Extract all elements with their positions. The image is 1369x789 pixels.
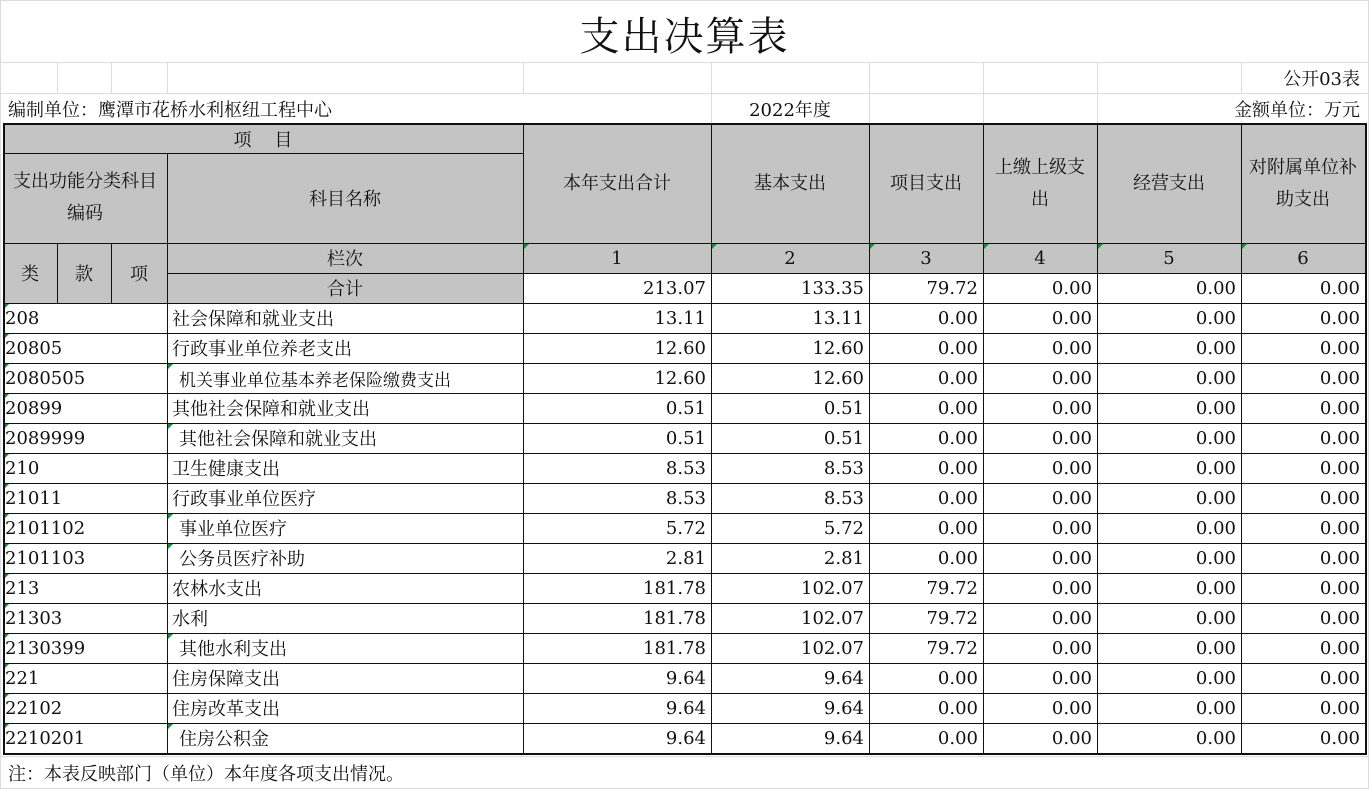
row-value: 0.00 bbox=[1319, 547, 1360, 569]
row-value: 0.00 bbox=[1051, 637, 1092, 659]
row-value: 2.81 bbox=[823, 547, 864, 569]
row-name: 住房改革支出 bbox=[172, 699, 280, 720]
row-code: 2210201 bbox=[3, 723, 167, 753]
row-value: 0.00 bbox=[1195, 337, 1236, 359]
header-project-expenditure: 项目支出 bbox=[890, 172, 962, 194]
row-name: 农林水支出 bbox=[172, 579, 262, 600]
row-name: 事业单位医疗 bbox=[167, 513, 523, 543]
row-value: 181.78 bbox=[643, 577, 706, 599]
row-value: 0.51 bbox=[823, 427, 864, 449]
row-code: 22102 bbox=[3, 693, 167, 723]
row-line bbox=[3, 543, 1365, 544]
header-total-expenditure: 本年支出合计 bbox=[563, 172, 671, 194]
row-line bbox=[3, 603, 1365, 604]
row-value: 0.00 bbox=[1051, 697, 1092, 719]
grid-line bbox=[1097, 62, 1098, 93]
row-value: 0.00 bbox=[937, 517, 978, 539]
header-lanci: 栏次 bbox=[327, 249, 363, 270]
grid-line bbox=[57, 62, 58, 93]
table-border bbox=[3, 123, 1366, 125]
row-name: 其他社会保障和就业支出 bbox=[172, 399, 370, 420]
row-value: 13.11 bbox=[654, 307, 706, 329]
grid-line bbox=[523, 62, 524, 93]
row-value: 181.78 bbox=[643, 607, 706, 629]
row-value: 0.00 bbox=[1051, 397, 1092, 419]
row-code: 213 bbox=[3, 573, 167, 603]
column-number: 3 bbox=[869, 243, 983, 273]
row-value: 0.51 bbox=[665, 427, 706, 449]
row-name: 机关事业单位基本养老保险缴费支出 bbox=[167, 363, 523, 393]
grid-line bbox=[983, 62, 984, 93]
column-number: 5 bbox=[1097, 243, 1241, 273]
total-value: 0.00 bbox=[1319, 277, 1360, 299]
col-line bbox=[1241, 123, 1242, 753]
column-number: 4 bbox=[983, 243, 1097, 273]
grid-line bbox=[0, 0, 1369, 1]
row-name: 行政事业单位养老支出 bbox=[172, 339, 352, 360]
row-line bbox=[3, 723, 1365, 724]
grid-line bbox=[0, 0, 1, 789]
col-line bbox=[983, 123, 984, 753]
col-line bbox=[1097, 123, 1098, 753]
header-name: 科目名称 bbox=[309, 189, 381, 210]
row-line bbox=[3, 693, 1365, 694]
row-value: 8.53 bbox=[665, 457, 706, 479]
row-value: 0.00 bbox=[1195, 517, 1236, 539]
row-value: 0.00 bbox=[937, 397, 978, 419]
row-code: 2101103 bbox=[3, 543, 167, 573]
total-value: 79.72 bbox=[926, 277, 978, 299]
row-value: 9.64 bbox=[823, 697, 864, 719]
row-value: 8.53 bbox=[823, 487, 864, 509]
row-value: 0.00 bbox=[1051, 367, 1092, 389]
row-value: 0.00 bbox=[1051, 727, 1092, 749]
row-value: 0.00 bbox=[1319, 727, 1360, 749]
header-line bbox=[167, 273, 1365, 274]
row-value: 0.00 bbox=[1319, 337, 1360, 359]
column-number: 6 bbox=[1241, 243, 1365, 273]
row-value: 0.00 bbox=[937, 487, 978, 509]
grid-line bbox=[111, 62, 112, 93]
table-number: 公开03表 bbox=[1283, 69, 1360, 90]
row-value: 0.00 bbox=[937, 727, 978, 749]
grid-line bbox=[869, 93, 870, 123]
row-value: 0.00 bbox=[1051, 457, 1092, 479]
row-value: 9.64 bbox=[823, 667, 864, 689]
row-line bbox=[3, 303, 1365, 304]
row-value: 0.00 bbox=[1319, 607, 1360, 629]
row-code: 2130399 bbox=[3, 633, 167, 663]
total-value: 133.35 bbox=[801, 277, 864, 299]
col-line bbox=[167, 153, 168, 753]
col-line bbox=[111, 243, 112, 303]
row-value: 0.00 bbox=[937, 427, 978, 449]
column-number: 2 bbox=[711, 243, 869, 273]
row-code: 21011 bbox=[3, 483, 167, 513]
header-operating-expenditure: 经营支出 bbox=[1133, 172, 1205, 194]
row-value: 102.07 bbox=[801, 607, 864, 629]
grid-line bbox=[167, 62, 168, 93]
row-value: 0.00 bbox=[937, 337, 978, 359]
row-value: 9.64 bbox=[823, 727, 864, 749]
row-value: 0.00 bbox=[1319, 697, 1360, 719]
col-line bbox=[1365, 123, 1367, 755]
row-value: 0.00 bbox=[1051, 517, 1092, 539]
row-value: 79.72 bbox=[926, 637, 978, 659]
header-line bbox=[3, 243, 1365, 244]
col-line bbox=[57, 243, 58, 303]
row-code: 210 bbox=[3, 453, 167, 483]
row-value: 0.00 bbox=[1195, 367, 1236, 389]
row-value: 0.00 bbox=[1319, 637, 1360, 659]
row-code: 20899 bbox=[3, 393, 167, 423]
row-line bbox=[3, 633, 1365, 634]
row-value: 0.00 bbox=[1051, 427, 1092, 449]
row-value: 0.00 bbox=[1319, 667, 1360, 689]
row-value: 0.00 bbox=[1195, 397, 1236, 419]
row-value: 181.78 bbox=[643, 637, 706, 659]
row-value: 12.60 bbox=[812, 337, 864, 359]
row-value: 0.00 bbox=[937, 367, 978, 389]
row-value: 0.00 bbox=[1319, 487, 1360, 509]
row-value: 0.00 bbox=[1319, 457, 1360, 479]
row-value: 2.81 bbox=[665, 547, 706, 569]
row-name: 住房保障支出 bbox=[172, 669, 280, 690]
col-line bbox=[869, 123, 870, 753]
row-name: 其他水利支出 bbox=[167, 633, 523, 663]
row-value: 0.00 bbox=[1195, 607, 1236, 629]
row-value: 8.53 bbox=[665, 487, 706, 509]
row-line bbox=[3, 333, 1365, 334]
total-value: 0.00 bbox=[1051, 277, 1092, 299]
row-value: 0.00 bbox=[937, 667, 978, 689]
row-value: 13.11 bbox=[812, 307, 864, 329]
row-line bbox=[3, 663, 1365, 664]
row-line bbox=[3, 513, 1365, 514]
row-value: 79.72 bbox=[926, 607, 978, 629]
header-basic-expenditure: 基本支出 bbox=[754, 172, 826, 194]
col-line bbox=[523, 123, 524, 753]
header-code-group: 支出功能分类科目编码 bbox=[13, 171, 157, 224]
unit-label: 编制单位：鹰潭市花桥水利枢纽工程中心 bbox=[8, 100, 332, 121]
row-value: 9.64 bbox=[665, 667, 706, 689]
row-name: 其他社会保障和就业支出 bbox=[167, 423, 523, 453]
row-value: 0.00 bbox=[937, 547, 978, 569]
row-value: 0.00 bbox=[1051, 577, 1092, 599]
row-value: 0.00 bbox=[1195, 307, 1236, 329]
row-value: 0.00 bbox=[937, 307, 978, 329]
row-value: 0.00 bbox=[1319, 577, 1360, 599]
row-value: 0.00 bbox=[1195, 577, 1236, 599]
amount-unit: 金额单位：万元 bbox=[1234, 100, 1360, 121]
row-code: 2101102 bbox=[3, 513, 167, 543]
row-value: 0.00 bbox=[1195, 727, 1236, 749]
header-item: 项 目 bbox=[233, 129, 293, 151]
row-name: 社会保障和就业支出 bbox=[172, 309, 334, 330]
row-code: 21303 bbox=[3, 603, 167, 633]
row-value: 8.53 bbox=[823, 457, 864, 479]
row-value: 102.07 bbox=[801, 577, 864, 599]
row-value: 0.00 bbox=[1195, 697, 1236, 719]
row-value: 12.60 bbox=[654, 337, 706, 359]
row-value: 0.00 bbox=[1051, 607, 1092, 629]
row-value: 0.51 bbox=[665, 397, 706, 419]
row-line bbox=[3, 573, 1365, 574]
row-name: 卫生健康支出 bbox=[172, 459, 280, 480]
row-value: 102.07 bbox=[801, 637, 864, 659]
row-code: 208 bbox=[3, 303, 167, 333]
row-code: 2089999 bbox=[3, 423, 167, 453]
row-name: 水利 bbox=[172, 609, 208, 630]
row-value: 0.00 bbox=[1319, 427, 1360, 449]
header-lei: 类 bbox=[21, 264, 39, 285]
row-value: 0.51 bbox=[823, 397, 864, 419]
report-year: 2022年度 bbox=[749, 100, 831, 121]
row-value: 0.00 bbox=[1195, 637, 1236, 659]
row-value: 0.00 bbox=[1319, 367, 1360, 389]
column-number: 1 bbox=[523, 243, 711, 273]
total-value: 213.07 bbox=[643, 277, 706, 299]
col-line bbox=[711, 123, 712, 753]
row-name: 公务员医疗补助 bbox=[167, 543, 523, 573]
row-value: 0.00 bbox=[1051, 547, 1092, 569]
header-subsidiary-subsidy: 对附属单位补助支出 bbox=[1249, 156, 1357, 210]
row-name: 住房公积金 bbox=[167, 723, 523, 753]
row-code: 20805 bbox=[3, 333, 167, 363]
grid-line bbox=[983, 93, 984, 123]
row-value: 0.00 bbox=[937, 697, 978, 719]
row-line bbox=[3, 393, 1365, 394]
header-upper-payment: 上缴上级支出 bbox=[995, 156, 1085, 210]
row-value: 0.00 bbox=[1195, 547, 1236, 569]
row-value: 0.00 bbox=[1051, 337, 1092, 359]
row-name: 行政事业单位医疗 bbox=[172, 489, 316, 510]
row-line bbox=[3, 363, 1365, 364]
total-label: 合计 bbox=[327, 279, 363, 300]
grid-line bbox=[711, 62, 712, 93]
row-value: 0.00 bbox=[1195, 457, 1236, 479]
row-value: 0.00 bbox=[1051, 667, 1092, 689]
grid-line bbox=[0, 62, 1369, 63]
row-value: 5.72 bbox=[665, 517, 706, 539]
row-value: 0.00 bbox=[937, 457, 978, 479]
row-value: 9.64 bbox=[665, 727, 706, 749]
row-value: 0.00 bbox=[1319, 307, 1360, 329]
row-value: 0.00 bbox=[1195, 427, 1236, 449]
row-code: 221 bbox=[3, 663, 167, 693]
total-value: 0.00 bbox=[1195, 277, 1236, 299]
row-value: 0.00 bbox=[1319, 517, 1360, 539]
row-value: 0.00 bbox=[1051, 487, 1092, 509]
row-line bbox=[3, 483, 1365, 484]
row-value: 0.00 bbox=[1319, 397, 1360, 419]
row-value: 79.72 bbox=[926, 577, 978, 599]
row-line bbox=[3, 453, 1365, 454]
row-value: 0.00 bbox=[1195, 667, 1236, 689]
footnote: 注：本表反映部门（单位）本年度各项支出情况。 bbox=[8, 763, 404, 785]
row-line bbox=[3, 423, 1365, 424]
row-value: 9.64 bbox=[665, 697, 706, 719]
row-value: 12.60 bbox=[654, 367, 706, 389]
col-line bbox=[3, 123, 5, 755]
row-line bbox=[3, 753, 1365, 754]
header-xiang: 项 bbox=[130, 264, 148, 285]
grid-line bbox=[869, 62, 870, 93]
page-title: 支出决算表 bbox=[579, 13, 790, 60]
header-line bbox=[3, 153, 523, 154]
row-value: 0.00 bbox=[1051, 307, 1092, 329]
row-code: 2080505 bbox=[3, 363, 167, 393]
row-value: 12.60 bbox=[812, 367, 864, 389]
row-value: 5.72 bbox=[823, 517, 864, 539]
row-value: 0.00 bbox=[1195, 487, 1236, 509]
header-kuan: 款 bbox=[75, 264, 93, 285]
